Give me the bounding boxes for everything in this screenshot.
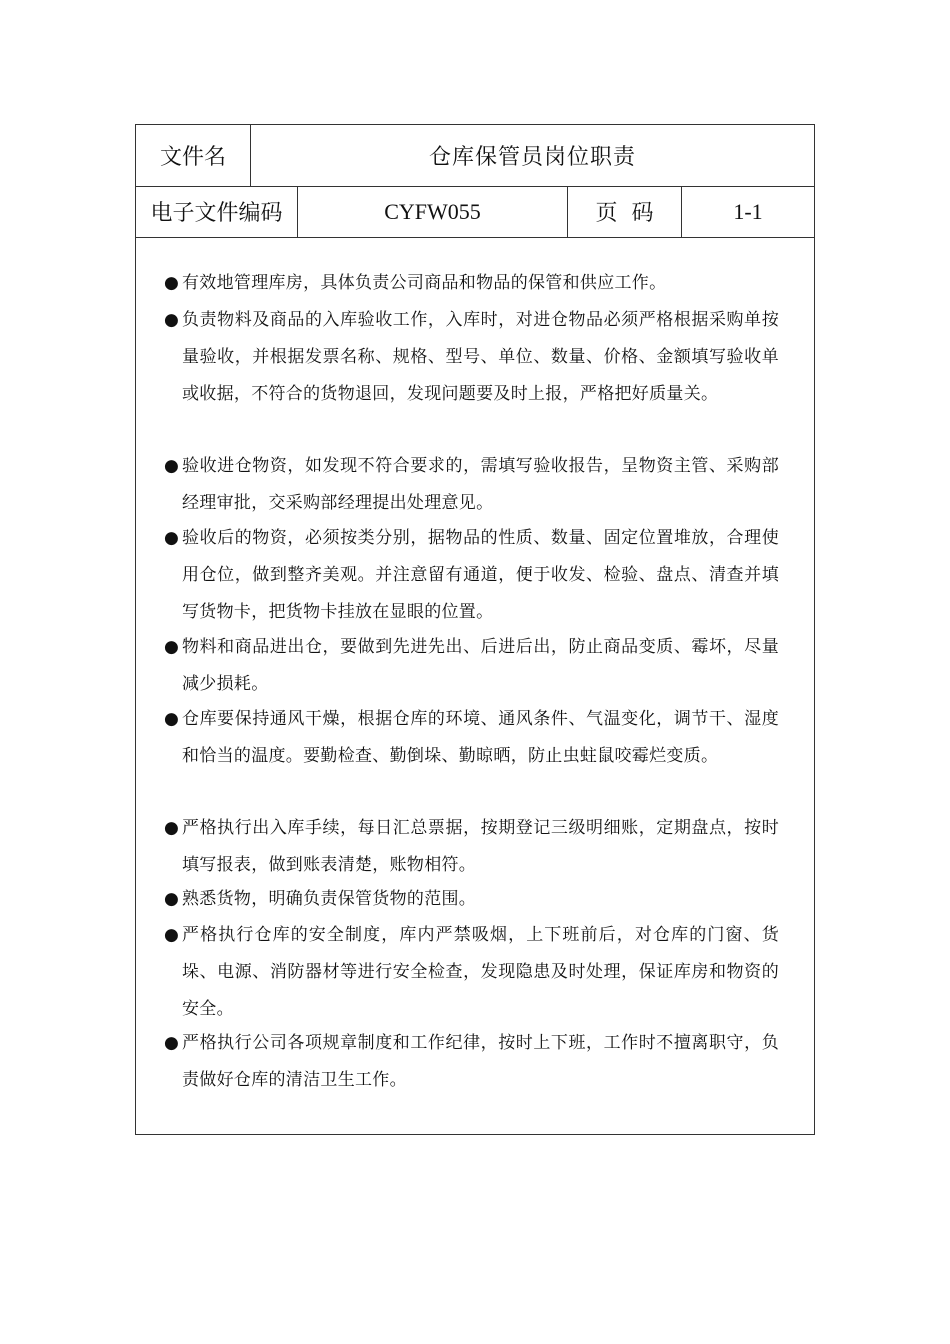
list-item <box>164 629 779 703</box>
file-code-value: CYFW055 <box>298 186 568 237</box>
bullet-icon: ● <box>164 1033 179 1053</box>
duty-text: 验收后的物资，必须按类分别，据物品的性质、数量、固定位置堆放，合理使用仓位，做到整齐美观。并注意留有通道，便于收发、检验、盘点、清查并填写货物卡，把货物卡挂放在显眼的位置。 <box>182 528 779 622</box>
page-value: 1-1 <box>733 198 763 224</box>
list-item <box>164 1025 779 1099</box>
bullet-icon: ● <box>164 456 179 476</box>
duty-text: 熟悉货物，明确负责保管货物的范围。 <box>182 889 477 909</box>
duty-text: 物料和商品进出仓，要做到先进先出、后进后出，防止商品变质、霉坏，尽量减少损耗。 <box>182 637 779 694</box>
list-item <box>164 810 779 884</box>
duty-text: 严格执行仓库的安全制度，库内严禁吸烟，上下班前后，对仓库的门窗、货垛、电源、消防器材等进行安全检查，发现隐患及时处理，保证库房和物资的安全。 <box>182 925 779 1019</box>
bullet-icon: ● <box>164 637 179 657</box>
bullet-icon: ● <box>164 709 179 729</box>
bullet-icon: ● <box>164 310 179 330</box>
doc-title: 仓库保管员岗位职责 <box>428 145 636 170</box>
duty-text: 严格执行出入库手续，每日汇总票据，按期登记三级明细账，定期盘点，按时填写报表，做到账表清楚，账物相符。 <box>182 818 779 875</box>
duties-list <box>136 238 814 1133</box>
list-item <box>164 917 779 1028</box>
bullet-icon: ● <box>164 925 179 945</box>
code-row <box>136 186 814 238</box>
bullet-icon: ● <box>164 528 179 548</box>
duty-text: 验收进仓物资，如发现不符合要求的，需填写验收报告，呈物资主管、采购部经理审批，交采购部经理提出处理意见。 <box>182 456 779 513</box>
bullet-icon: ● <box>164 273 179 293</box>
list-item <box>164 302 779 413</box>
doc-name-label: 文件名 <box>136 125 251 186</box>
list-item <box>164 881 779 918</box>
duty-text: 仓库要保持通风干燥，根据仓库的环境、通风条件、气温变化，调节干、湿度和恰当的温度。要勤检查、勤倒垛、勤晾晒，防止虫蛀鼠咬霉烂变质。 <box>182 709 779 766</box>
list-item <box>164 448 779 522</box>
duty-text: 负责物料及商品的入库验收工作，入库时，对进仓物品必须严格根据采购单按量验收，并根据发票名称、规格、型号、单位、数量、价格、金额填写验收单或收据，不符合的货物退回，发现问题要及时上报，严格把好质量关。 <box>182 310 779 404</box>
title-row <box>136 125 814 187</box>
list-item <box>164 265 779 302</box>
page-label: 页 码 <box>568 186 682 237</box>
list-item <box>164 701 779 775</box>
duty-text: 有效地管理库房，具体负责公司商品和物品的保管和供应工作。 <box>182 273 667 293</box>
bullet-icon: ● <box>164 818 179 838</box>
list-item <box>164 520 779 631</box>
file-code-label: 电子文件编码 <box>136 186 298 237</box>
bullet-icon: ● <box>164 889 179 909</box>
job-description-table <box>135 124 815 1135</box>
duty-text: 严格执行公司各项规章制度和工作纪律，按时上下班，工作时不擅离职守，负责做好仓库的清洁卫生工作。 <box>182 1033 779 1090</box>
